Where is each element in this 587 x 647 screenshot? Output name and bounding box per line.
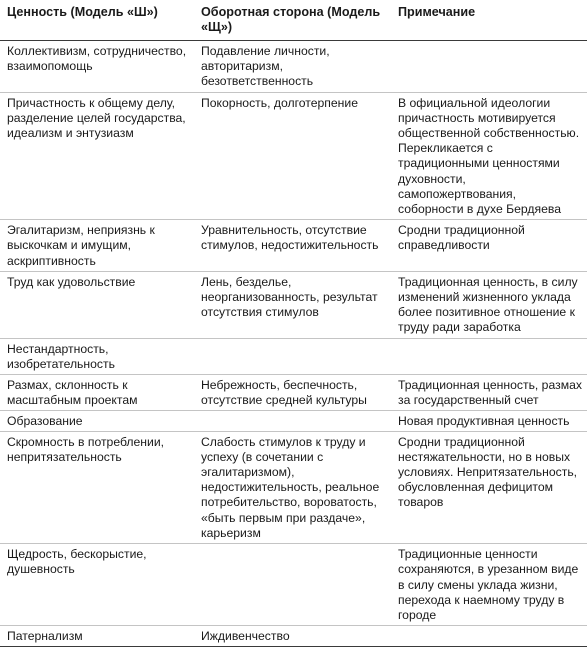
- cell-reverse-side: Уравнительность, отсутствие стимулов, недостижительность: [194, 220, 391, 272]
- cell-reverse-side: Лень, безделье, неорганизованность, результат отсутствия стимулов: [194, 271, 391, 338]
- cell-note: Сродни традиционной справедливости: [391, 220, 587, 272]
- header-note: Примечание: [391, 0, 587, 41]
- header-reverse-side: Оборотная сторона (Модель «Щ»): [194, 0, 391, 41]
- cell-value: Причастность к общему делу, разделение целей государства, идеализм и энтузиазм: [0, 92, 194, 220]
- cell-note: Традиционные ценности сохраняются, в урезанном виде в силу смены уклада жизни, перехода к наемному труду в городе: [391, 544, 587, 626]
- cell-note: Традиционная ценность, в силу изменений жизненного уклада более позитивное отношение к труду ради заработка: [391, 271, 587, 338]
- table-row: [0, 375, 587, 411]
- cell-reverse-side: [194, 338, 391, 374]
- cell-reverse-side: Подавление личности, авторитаризм, безответственность: [194, 41, 391, 93]
- cell-value: Патернализм: [0, 626, 194, 647]
- cell-note: [391, 41, 587, 93]
- cell-value: Нестандартность, изобретательность: [0, 338, 194, 374]
- cell-note: Новая продуктивная ценность: [391, 411, 587, 431]
- cell-value: Скромность в потреблении, непритязательность: [0, 431, 194, 543]
- cell-value: Коллективизм, сотрудничество, взаимопомощь: [0, 41, 194, 93]
- table-row: [0, 411, 587, 431]
- table-row: [0, 92, 587, 220]
- cell-note: [391, 338, 587, 374]
- table-row: [0, 338, 587, 374]
- table-header: [0, 0, 587, 41]
- cell-reverse-side: Покорность, долготерпение: [194, 92, 391, 220]
- cell-value: Размах, склонность к масштабным проектам: [0, 375, 194, 411]
- cell-value: Эгалитаризм, неприязнь к выскочкам и имущим, аскриптивность: [0, 220, 194, 272]
- table-row: [0, 626, 587, 647]
- header-value: Ценность (Модель «Ш»): [0, 0, 194, 41]
- cell-reverse-side: [194, 544, 391, 626]
- cell-note: Традиционная ценность, размах за государственный счет: [391, 375, 587, 411]
- cell-reverse-side: Слабость стимулов к труду и успеху (в сочетании с эгалитаризмом), недостижительность, реальное потребительство, вороватость, «быть первым при раздаче», карьеризм: [194, 431, 391, 543]
- cell-reverse-side: Небрежность, беспечность, отсутствие средней культуры: [194, 375, 391, 411]
- cell-note: [391, 626, 587, 647]
- header-row: [0, 0, 587, 41]
- table-row: [0, 271, 587, 338]
- cell-reverse-side: [194, 411, 391, 431]
- cell-note: В официальной идеологии причастность мотивируется общественной собственностью. Перекликается с традиционными ценностями духовности, самопожертвования, соборности в духе Бердяева: [391, 92, 587, 220]
- cell-note: Сродни традиционной нестяжательности, но в новых условиях. Непритязательность, обусловленная дефицитом товаров: [391, 431, 587, 543]
- table-body: [0, 41, 587, 647]
- cell-value: Образование: [0, 411, 194, 431]
- table-row: [0, 544, 587, 626]
- table-row: [0, 431, 587, 543]
- cell-value: Труд как удовольствие: [0, 271, 194, 338]
- cell-reverse-side: Иждивенчество: [194, 626, 391, 647]
- table-row: [0, 41, 587, 93]
- cell-value: Щедрость, бескорыстие, душевность: [0, 544, 194, 626]
- table-row: [0, 220, 587, 272]
